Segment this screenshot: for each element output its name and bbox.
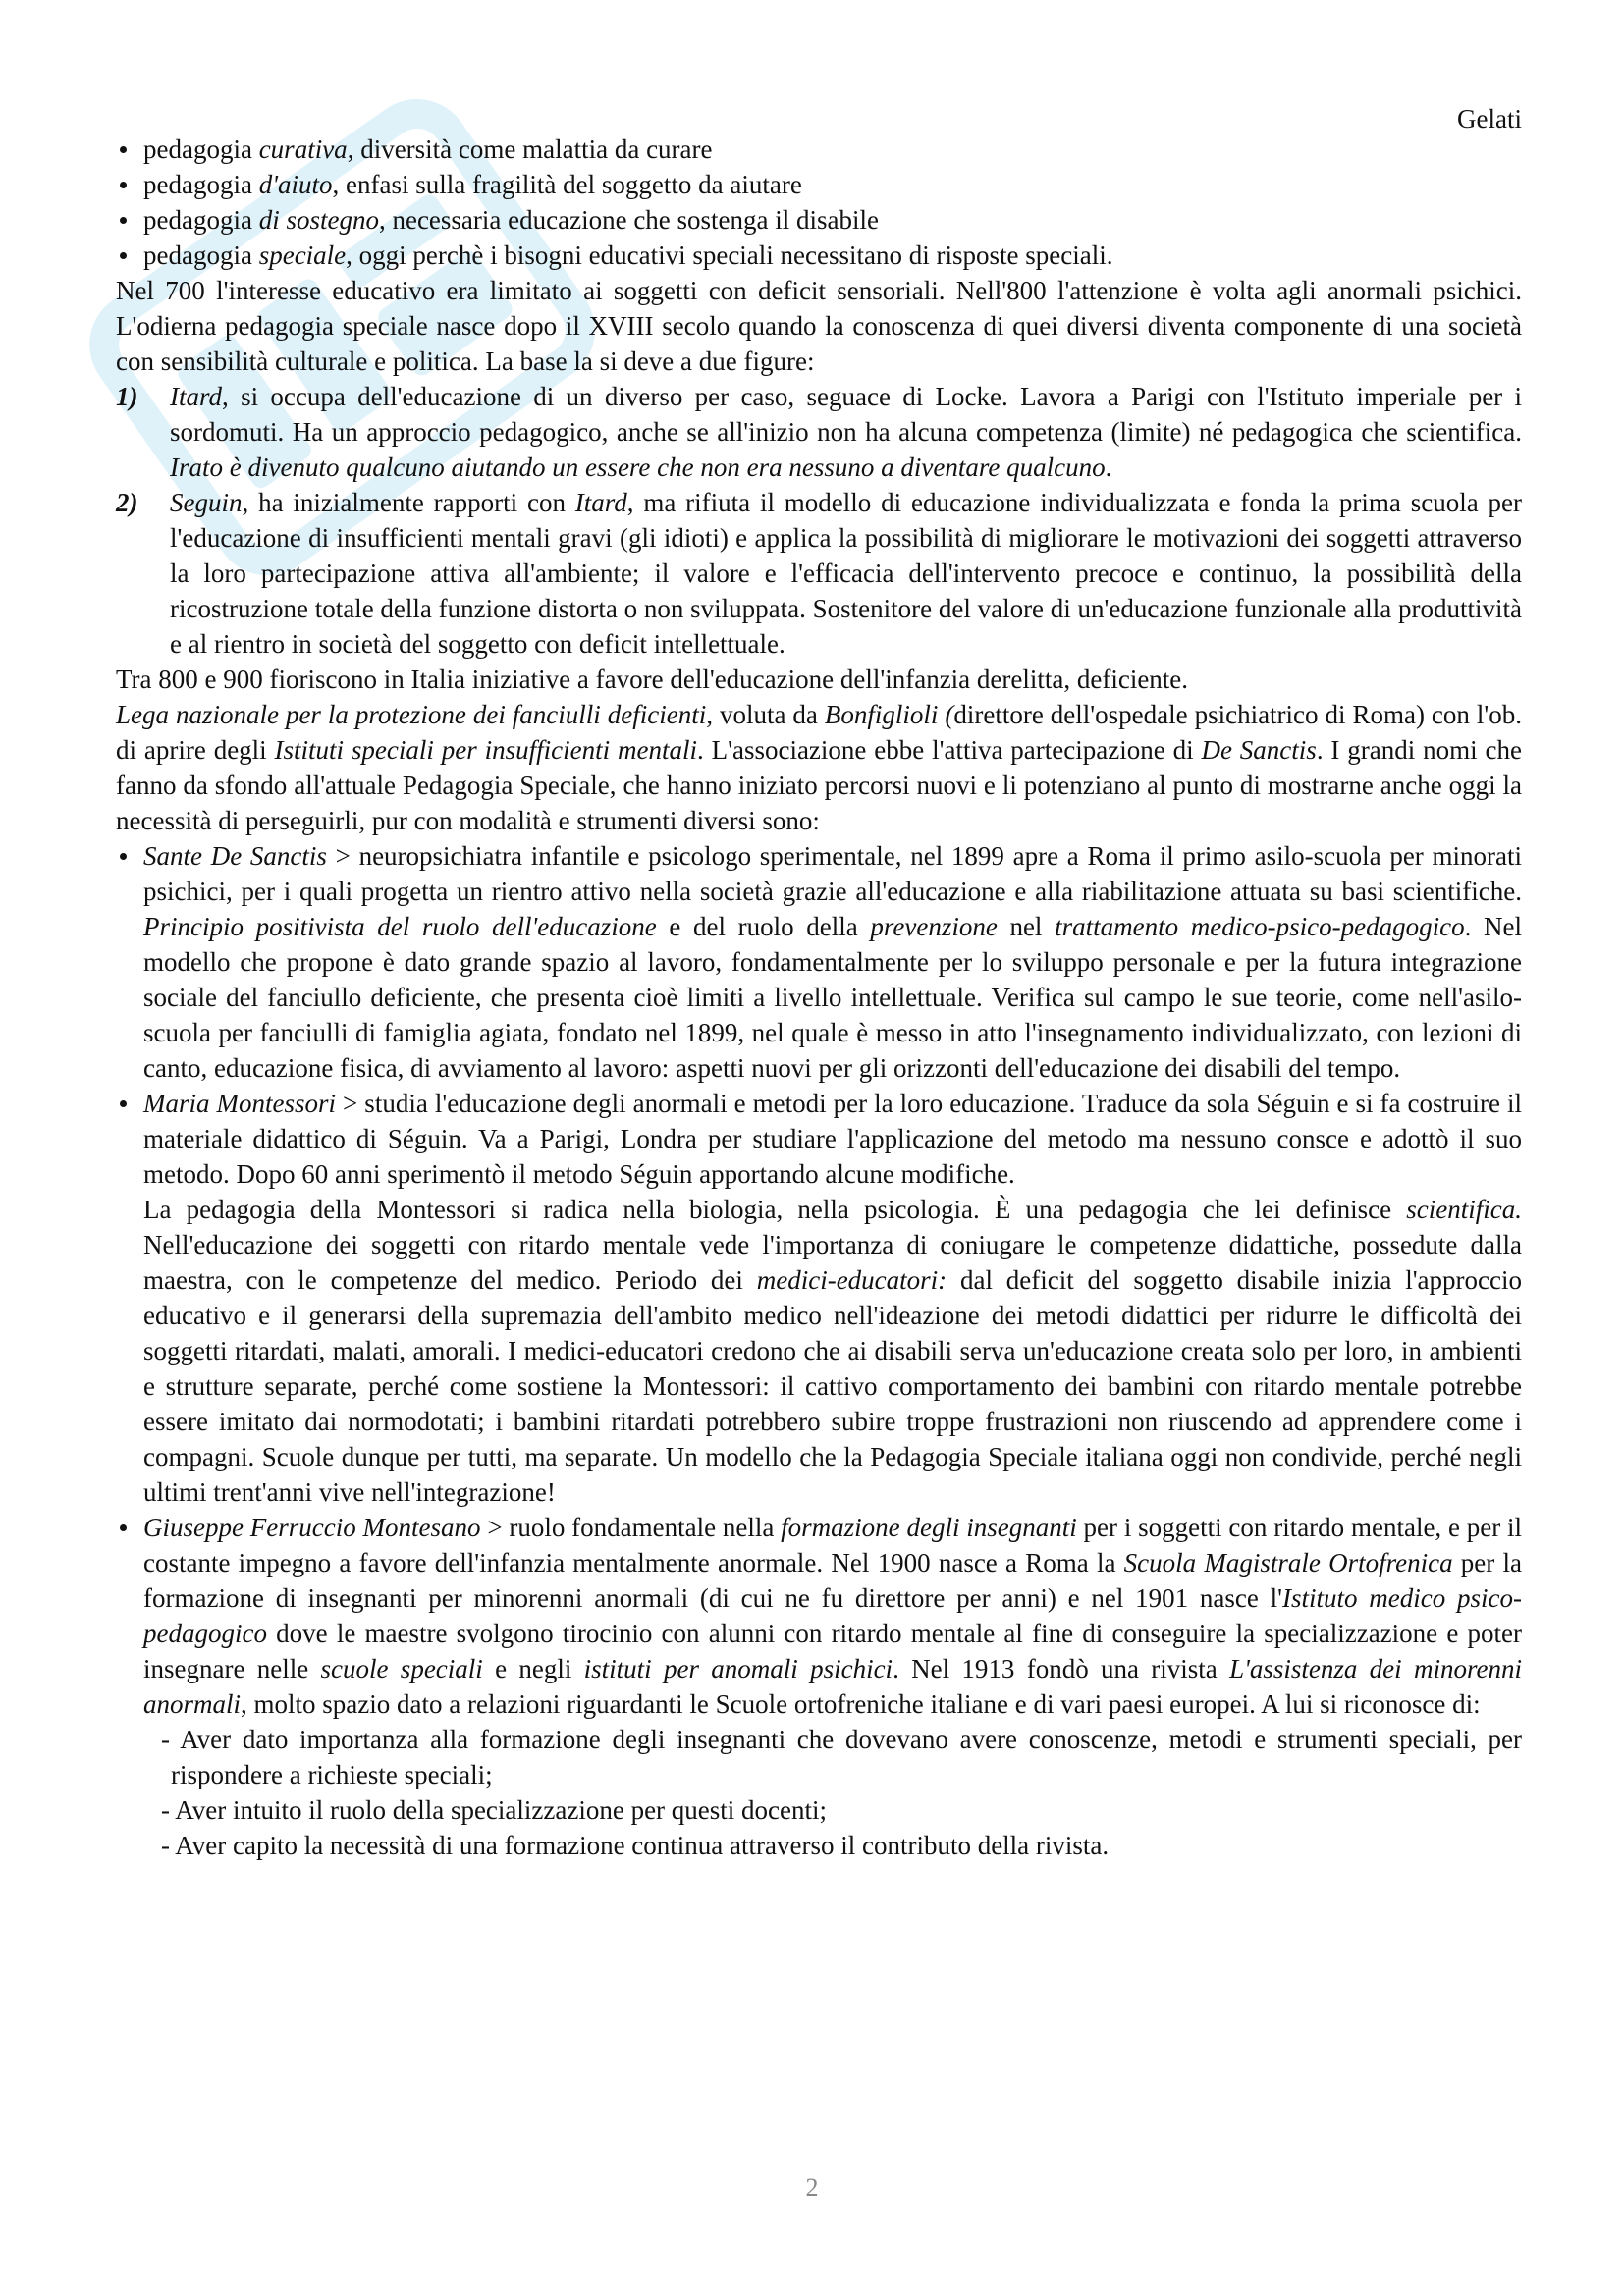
figure-itard: 1) Itard, si occupa dell'educazione di un diverso per caso, seguace di Locke. Lavora a Parigi con l'Istituto imperiale per i sordomuti. Ha un approccio pedagogico, anche se all'inizio non ha alcuna competenza (limite) né pedagogica che scientifica. Irato è divenuto qualcuno aiutando un essere che non era nessuno a diventare qualcuno. [116, 379, 1522, 485]
dash-item: - Aver intuito il ruolo della specializzazione per questi docenti; [161, 1795, 828, 1825]
list-item-desanctis: Sante De Sanctis > neuropsichiatra infantile e psicologo sperimentale, nel 1899 apre a Roma il primo asilo-scuola per minorati psichici, per i quali progetta un rientro attivo nella società grazie all'educazione e alla riabilitazione attuata su basi scientifiche. Principio positivista del ruolo dell'educazione e del ruolo della prevenzione nel trattamento medico-psico-pedagogico. Nel modello che propone è dato grande spazio al lavoro, fondamentalmente per lo sviluppo personale e per la futura integrazione sociale del fanciullo deficiente, che presenta cioè limiti a livello intellettuale. Verifica sul campo le sue teorie, come nell'asilo-scuola per fanciulli di famiglia agiata, fondato nel 1899, nel quale è messo in atto l'insegnamento individualizzato, con lezioni di canto, educazione fisica, di avviamento al lavoro: aspetti nuovi per gli orizzonti dell'educazione dei disabili del tempo. [116, 838, 1522, 1086]
paragraph-history: Nel 700 l'interesse educativo era limitato ai soggetti con deficit sensoriali. Nell'800 l'attenzione è volta agli anormali psichici. L'odierna pedagogia speciale nasce dopo il XVIII secolo quando la conoscenza di quei diversi diventa componente di una società con sensibilità culturale e politica. La base la si deve a due figure: [116, 276, 1522, 376]
list-item-montesano: Giuseppe Ferruccio Montesano > ruolo fondamentale nella formazione degli insegnanti per i soggetti con ritardo mentale, e per il costante impegno a favore dell'infanzia mentalmente anormale. Nel 1900 nasce a Roma la Scuola Magistrale Ortofrenica per la formazione di insegnanti per minorenni anormali (di cui ne fu direttore per anni) e nel 1901 nasce l'Istituto medico psico-pedagogico dove le maestre svolgono tirocinio con alunni con ritardo mentale al fine di conseguire la specializzazione e poter insegnare nelle scuole speciali e negli istituti per anomali psichici. Nel 1913 fondò una rivista L'assistenza dei minorenni anormali, molto spazio dato a relazioni riguardanti le Scuole ortofreniche italiane e di vari paesi europei. A lui si riconosce di: - Aver dato importanza alla formazione degli insegnanti che dovevano avere conoscenze, metodi e strumenti speciali, per rispondere a richieste speciali; - Aver intuito il ruolo della specializzazione per questi docenti; - Aver capito la necessità di una formazione continua attraverso il contributo della rivista. [116, 1510, 1522, 1863]
list-number: 2) [116, 488, 138, 517]
page-header-author: Gelati [1457, 104, 1522, 133]
list-item: pedagogia speciale, oggi perchè i bisogni educativi speciali necessitano di risposte speciali. [116, 238, 1522, 273]
dash-item: - Aver capito la necessità di una formazione continua attraverso il contributo della rivista. [161, 1831, 1110, 1860]
list-item: pedagogia d'aiuto, enfasi sulla fragilità del soggetto da aiutare [116, 167, 1522, 202]
paragraph-italy: Tra 800 e 900 fioriscono in Italia iniziative a favore dell'educazione dell'infanzia derelitta, deficiente. [116, 665, 1189, 694]
figure-seguin: 2) Seguin, ha inizialmente rapporti con Itard, ma rifiuta il modello di educazione individualizzata e fonda la prima scuola per l'educazione di insufficienti mentali gravi (gli idioti) e applica la possibilità di migliorare le motivazioni dei soggetti attraverso la loro partecipazione attiva all'ambiente; il valore e l'efficacia dell'intervento precoce e continuo, la possibilità della ricostruzione totale della funzione distorta o non sviluppata. Sostenitore del valore di un'educazione funzionale alla produttività e al rientro in società del soggetto con deficit intellettuale. [116, 485, 1522, 662]
list-item-montessori: Maria Montessori > studia l'educazione degli anormali e metodi per la loro educazione. Traduce da sola Séguin e si fa costruire il materiale didattico di Séguin. Va a Parigi, Londra per studiare l'applicazione del metodo ma nessuno consce e adottò il suo metodo. Dopo 60 anni sperimentò il metodo Séguin apportando alcune modifiche. La pedagogia della Montessori si radica nella biologia, nella psicologia. È una pedagogia che lei definisce scientifica. Nell'educazione dei soggetti con ritardo mentale vede l'importanza di coniugare le competenze didattiche, possedute dalla maestra, con le competenze del medico. Periodo dei medici-educatori: dal deficit del soggetto disabile inizia l'approccio educativo e il generarsi della supremazia dell'ambito medico nell'ideazione dei metodi didattici per ridurre le difficoltà dei soggetti ritardati, malati, amorali. I medici-educatori credono che ai disabili serva un'educazione creata solo per loro, in ambienti e strutture separate, perché come sostiene la Montessori: il cattivo comportamento dei bambini con ritardo mentale potrebbe essere imitato dai normodotati; i bambini ritardati potrebbero subire troppe frustrazioni non riuscendo ad apprendere come i compagni. Scuole dunque per tutti, ma separate. Un modello che la Pedagogia Speciale italiana oggi non condivide, perché negli ultimi trent'anni vive nell'integrazione! [116, 1086, 1522, 1510]
list-number: 1) [116, 382, 138, 411]
list-item: pedagogia curativa, diversità come malattia da curare [116, 132, 1522, 167]
paragraph-lega: Lega nazionale per la protezione dei fanciulli deficienti, voluta da Bonfiglioli (direttore dell'ospedale psichiatrico di Roma) con l'ob. di aprire degli Istituti speciali per insufficienti mentali. L'associazione ebbe l'attiva partecipazione di De Sanctis. I grandi nomi che fanno da sfondo all'attuale Pedagogia Speciale, che hanno iniziato percorsi nuovi e li potenziano al punto di mostrarne anche oggi la necessità di perseguirli, pur con modalità e strumenti diversi sono: [116, 700, 1523, 835]
dash-item: - Aver dato importanza alla formazione degli insegnanti che dovevano avere conoscenze, metodi e strumenti speciali, per rispondere a richieste speciali; [161, 1725, 1522, 1789]
document-body [116, 132, 1522, 1863]
page-number: 2 [805, 2173, 819, 2202]
names-list [116, 838, 1522, 1863]
intro-list [116, 132, 1522, 273]
list-item: pedagogia di sostegno, necessaria educazione che sostenga il disabile [116, 202, 1522, 238]
figures-list [116, 379, 1522, 662]
